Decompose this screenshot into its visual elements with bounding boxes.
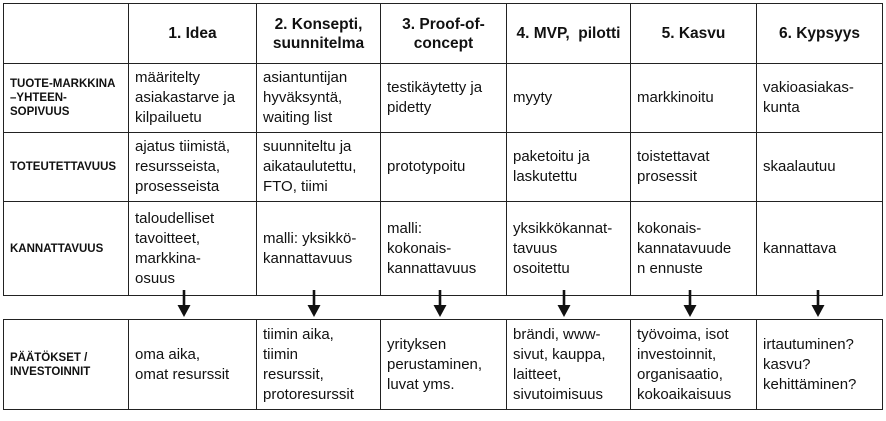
arrow-down-icon [810,290,826,318]
stage-header-kasvu: 5. Kasvu [631,4,757,64]
cell-kannattavuus-kypsyys: kannattava [757,202,883,296]
row-toteutettavuus [4,133,883,202]
cell-paatokset-konsepti: tiimin aika, tiimin resurssit, protoresurssit [257,320,381,410]
decisions-table [3,319,883,410]
cell-tuote-kypsyys: vakioasiakas- kunta [757,64,883,133]
stage-header-konsepti: 2. Konsepti, suunnitelma [257,4,381,64]
corner-cell [4,4,129,64]
arrow-down-icon [176,290,192,318]
row-label-tuote-markkina: TUOTE-MARKKINA –YHTEEN- SOPIVUUS [4,64,129,133]
cell-toteutettavuus-poc: prototypoitu [381,133,507,202]
stage-header-proof-of-concept: 3. Proof-of- concept [381,4,507,64]
stage-header-idea: 1. Idea [129,4,257,64]
arrow-down-icon [556,290,572,318]
cell-toteutettavuus-kypsyys: skaalautuu [757,133,883,202]
cell-toteutettavuus-idea: ajatus tiimistä, resursseista, prosesseista [129,133,257,202]
stage-header-row [4,4,883,64]
cell-paatokset-kasvu: työvoima, isot investoinnit, organisaatio, kokoaikaisuus [631,320,757,410]
cell-kannattavuus-mvp: yksikkökannat- tavuus osoitettu [507,202,631,296]
cell-toteutettavuus-kasvu: toistettavat prosessit [631,133,757,202]
row-tuote-markkina [4,64,883,133]
cell-toteutettavuus-mvp: paketoitu ja laskutettu [507,133,631,202]
cell-kannattavuus-poc: malli: kokonais- kannattavuus [381,202,507,296]
stage-header-kypsyys: 6. Kypsyys [757,4,883,64]
cell-paatokset-mvp: brändi, www- sivut, kauppa, laitteet, sivutoimisuus [507,320,631,410]
arrow-down-icon [306,290,322,318]
cell-tuote-mvp: myyty [507,64,631,133]
cell-tuote-idea: määritelty asiakastarve ja kilpailuetu [129,64,257,133]
row-label-kannattavuus: KANNATTAVUUS [4,202,129,296]
cell-kannattavuus-idea: taloudelliset tavoitteet, markkina- osuus [129,202,257,296]
stage-matrix-table [3,3,883,296]
arrow-down-icon [432,290,448,318]
row-label-toteutettavuus: TOTEUTETTAVUUS [4,133,129,202]
stage-header-mvp: 4. MVP, pilotti [507,4,631,64]
cell-kannattavuus-kasvu: kokonais- kannatavuude n ennuste [631,202,757,296]
arrow-down-icon [682,290,698,318]
cell-tuote-poc: testikäytetty ja pidetty [381,64,507,133]
cell-tuote-kasvu: markkinoitu [631,64,757,133]
row-kannattavuus [4,202,883,296]
cell-tuote-konsepti: asiantuntijan hyväksyntä, waiting list [257,64,381,133]
cell-paatokset-poc: yrityksen perustaminen, luvat yms. [381,320,507,410]
row-paatokset [4,320,883,410]
cell-paatokset-kypsyys: irtautuminen? kasvu? kehittäminen? [757,320,883,410]
cell-paatokset-idea: oma aika, omat resurssit [129,320,257,410]
cell-kannattavuus-konsepti: malli: yksikkö- kannattavuus [257,202,381,296]
row-label-paatokset: PÄÄTÖKSET / INVESTOINNIT [4,320,129,410]
cell-toteutettavuus-konsepti: suunniteltu ja aikataulutettu, FTO, tiimi [257,133,381,202]
